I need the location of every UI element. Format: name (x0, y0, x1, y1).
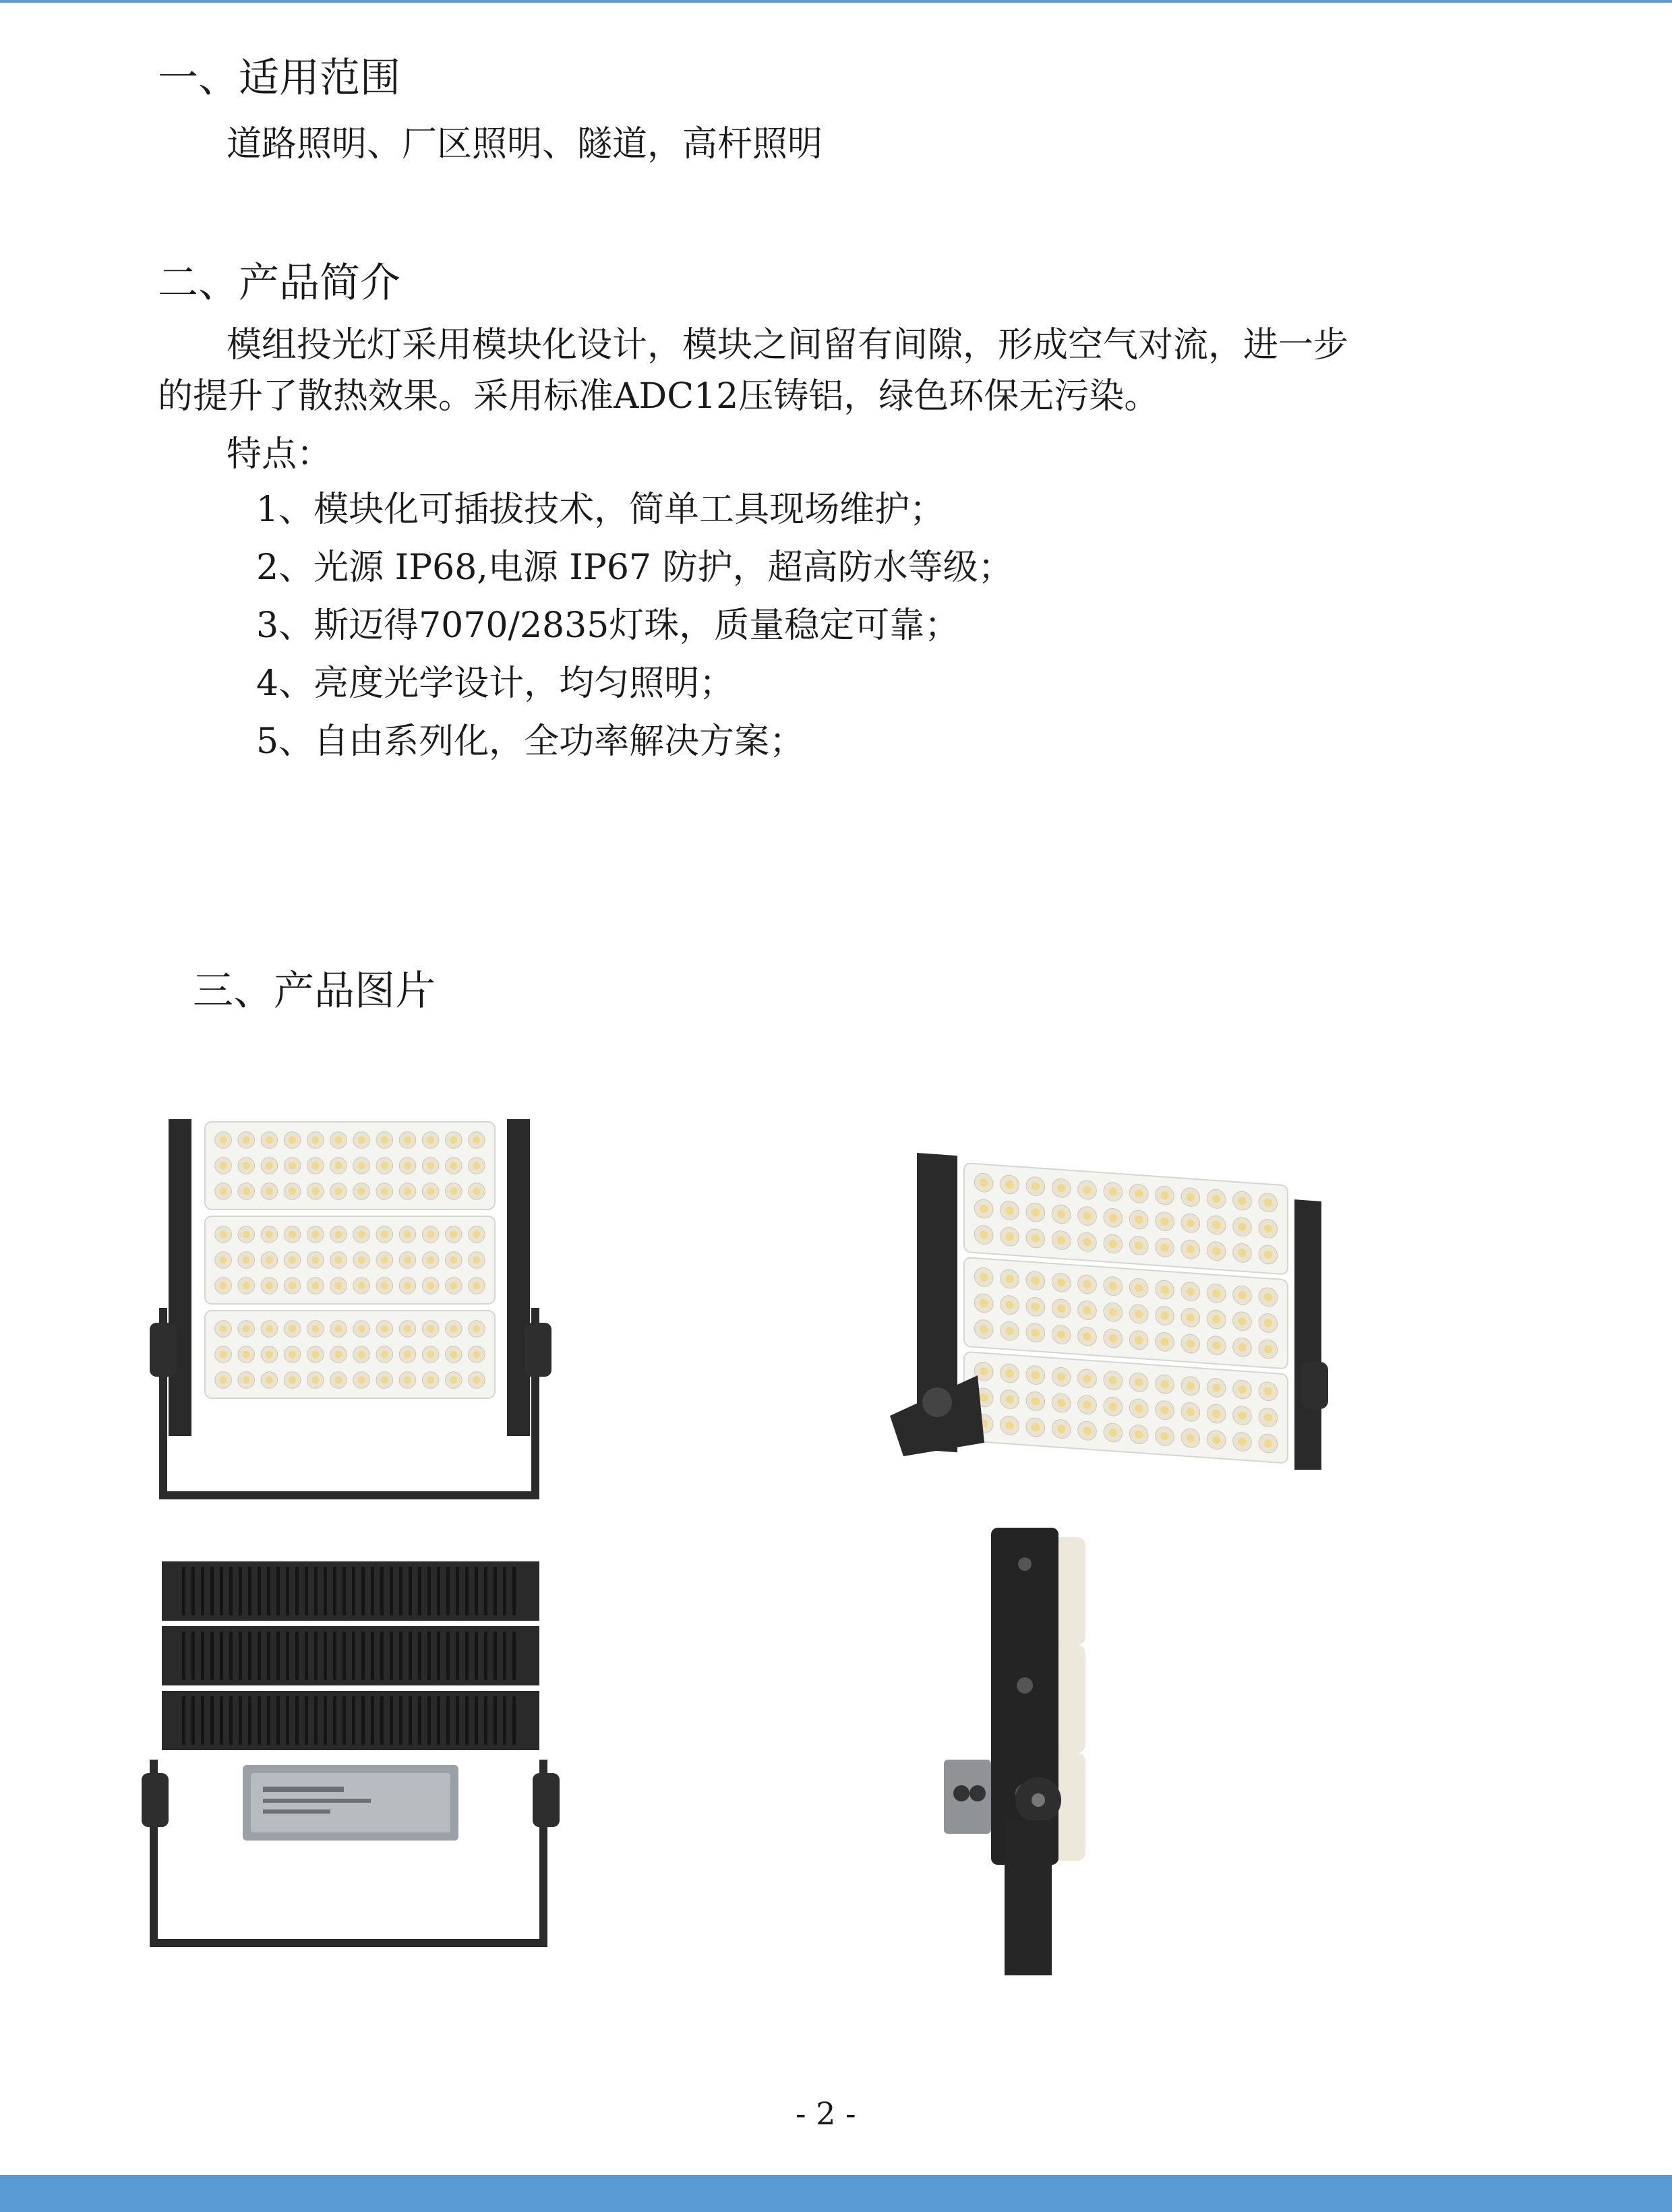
scope-text: 道路照明、厂区照明、隧道，高杆照明 (227, 124, 823, 165)
feature-item: 2、光源 IP68,电源 IP67 防护，超高防水等级； (256, 547, 1013, 588)
section-heading-images: 三、产品图片 (193, 967, 436, 1015)
product-photo-angled (876, 1133, 1348, 1470)
product-photo-front (148, 1112, 553, 1503)
feature-item: 3、斯迈得7070/2835灯珠，质量稳定可靠； (256, 605, 960, 646)
feature-item: 5、自由系列化，全功率解决方案； (256, 721, 805, 762)
top-rule (0, 0, 1672, 3)
features-label: 特点： (227, 434, 332, 475)
section-heading-scope: 一、适用范围 (158, 55, 400, 102)
product-photo-side (937, 1524, 1112, 1982)
feature-item: 4、亮度光学设计，均匀照明； (256, 663, 735, 704)
product-photo-rear (142, 1551, 560, 1955)
footer-bar (0, 2175, 1672, 2212)
intro-paragraph-line-2: 的提升了散热效果。采用标准ADC12压铸铝，绿色环保无污染。 (158, 376, 1160, 417)
intro-paragraph-line-1: 模组投光灯采用模块化设计，模块之间留有间隙，形成空气对流，进一步 (227, 325, 1349, 365)
page-number: - 2 - (796, 2095, 856, 2132)
section-heading-intro: 二、产品简介 (158, 260, 400, 307)
feature-item: 1、模块化可插拔技术，简单工具现场维护； (256, 489, 945, 530)
